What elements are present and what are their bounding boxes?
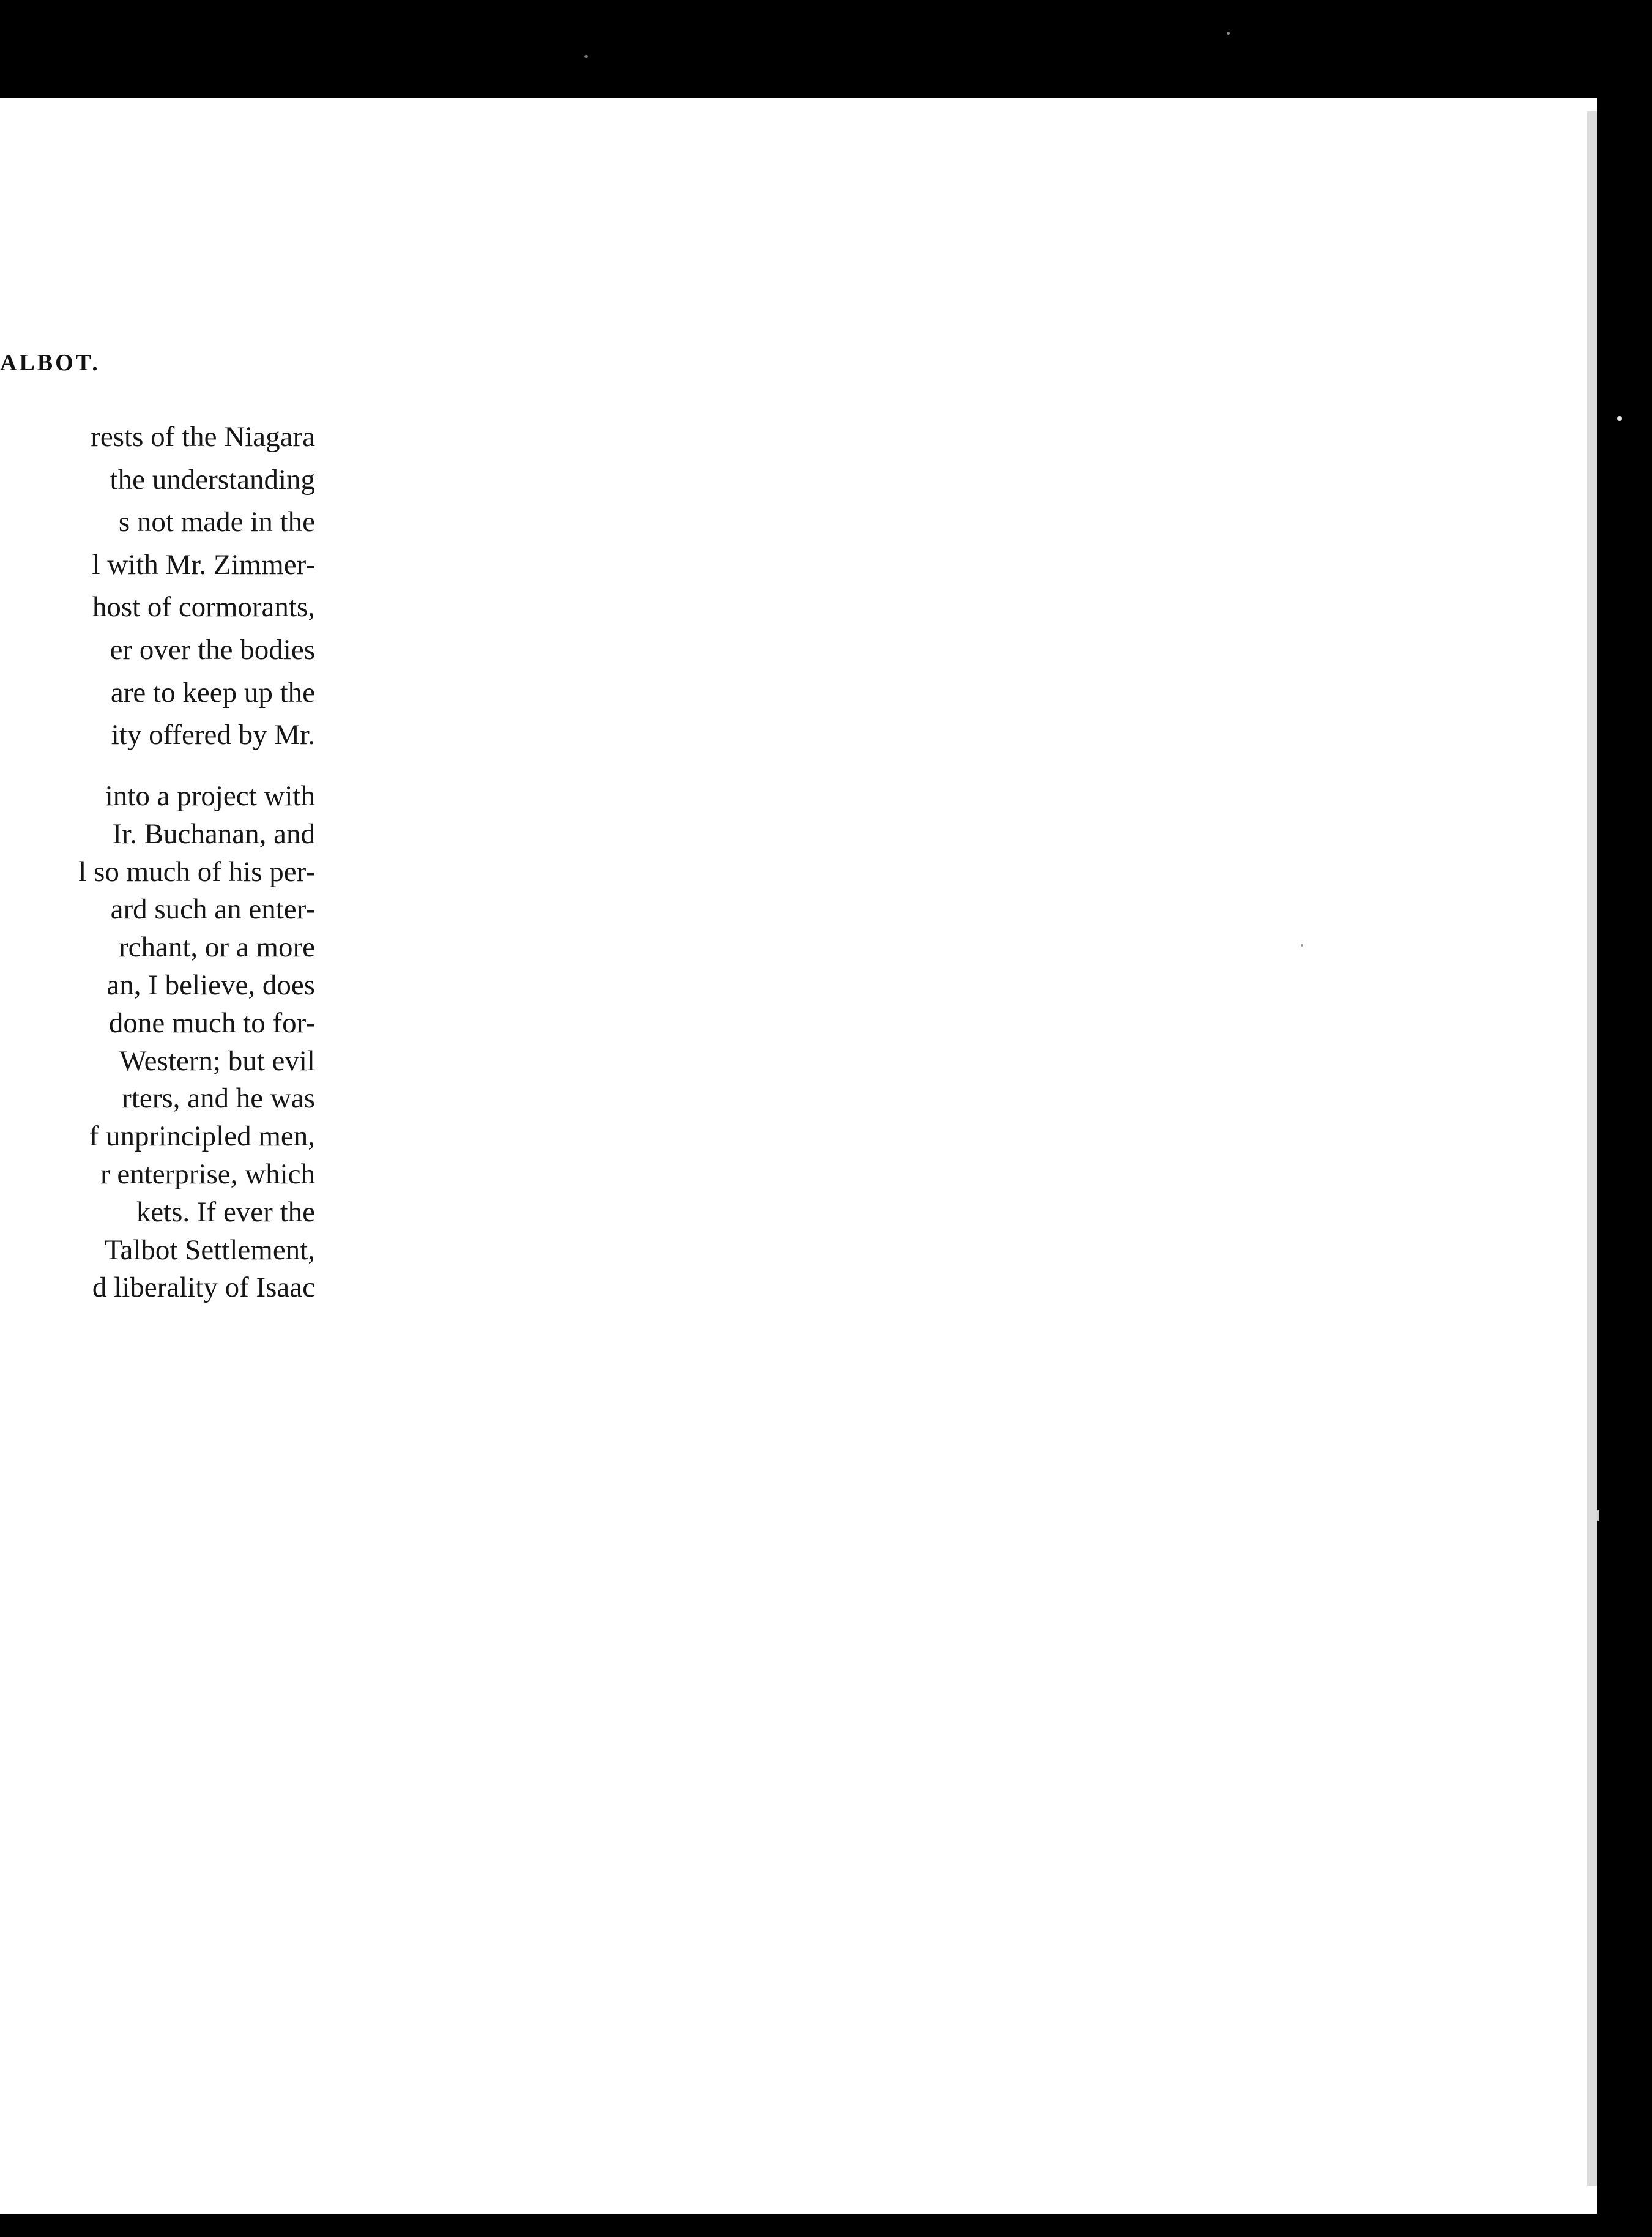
text-line: an, I believe, does: [106, 969, 315, 1001]
text-line: kets. If ever the: [136, 1196, 315, 1228]
text-line: l with Mr. Zimmer-: [92, 548, 315, 581]
scan-border-bottom: [0, 2214, 1652, 2237]
paragraph-1: [0, 416, 315, 757]
text-line: f unprincipled men,: [89, 1120, 315, 1153]
text-line: done much to for-: [108, 1007, 315, 1039]
scan-border-top: [0, 0, 1652, 98]
text-line: Talbot Settlement,: [105, 1234, 315, 1266]
text-line: rters, and he was: [122, 1082, 315, 1115]
scan-speck: [1597, 1510, 1599, 1521]
text-line: host of cormorants,: [92, 591, 315, 623]
text-line: r enterprise, which: [100, 1158, 315, 1190]
scan-border-right: [1597, 0, 1652, 2237]
scan-speck: [1301, 944, 1303, 947]
text-line: Western; but evil: [119, 1044, 315, 1077]
paragraph-2: [0, 778, 315, 1307]
text-line: d liberality of Isaac: [92, 1271, 315, 1304]
text-line: the understanding: [110, 463, 315, 496]
scan-speck: [1617, 416, 1622, 421]
scan-speck: [1227, 32, 1230, 35]
text-line: rests of the Niagara: [91, 421, 315, 453]
text-line: ity offered by Mr.: [111, 719, 315, 751]
text-line: Ir. Buchanan, and: [112, 817, 315, 850]
text-line: ard such an enter-: [110, 893, 315, 926]
text-line: er over the bodies: [110, 633, 315, 666]
page-edge-shadow: [1587, 111, 1597, 2186]
text-line: are to keep up the: [110, 676, 315, 709]
text-line: rchant, or a more: [118, 931, 315, 964]
scan-speck: [584, 55, 588, 58]
running-head: ALBOT.: [0, 350, 100, 376]
text-line: into a project with: [105, 780, 315, 812]
text-line: l so much of his per-: [78, 855, 315, 888]
text-line: s not made in the: [118, 506, 315, 538]
